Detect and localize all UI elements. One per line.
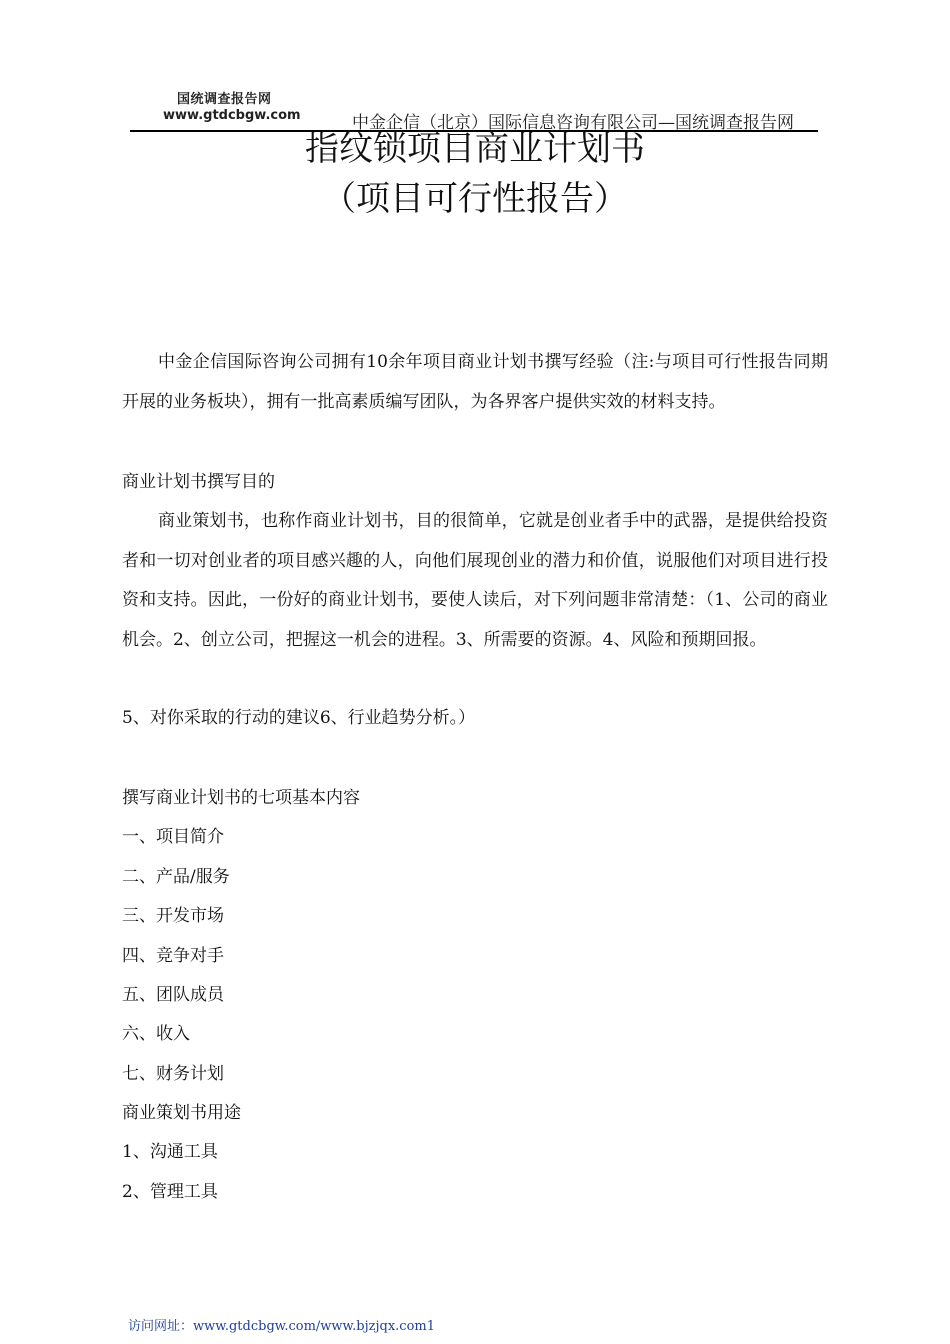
document-subtitle: （项目可行性报告） <box>322 179 628 219</box>
purpose-tail: 5、对你采取的行动的建议6、行业趋势分析。） <box>122 708 476 728</box>
logo-chinese-name: 国统调查报告网 <box>177 92 272 107</box>
document-title: 指纹锁项目商业计划书 <box>305 129 645 169</box>
list-item: 1、沟通工具 <box>122 1142 218 1162</box>
header-company-name: 中金企信（北京）国际信息咨询有限公司—国统调查报告网 <box>352 113 794 133</box>
purpose-heading: 商业计划书撰写目的 <box>122 472 275 492</box>
purpose-paragraph <box>122 502 828 660</box>
list-item: 二、产品/服务 <box>122 867 230 887</box>
list-item: 七、财务计划 <box>122 1064 224 1084</box>
site-logo <box>163 92 303 124</box>
logo-url: www.gtdcbgw.com <box>163 108 301 123</box>
list-item: 六、收入 <box>122 1024 190 1044</box>
list-item: 一、项目简介 <box>122 827 224 847</box>
intro-paragraph <box>122 343 828 422</box>
list-item: 三、开发市场 <box>122 906 224 926</box>
list-item: 2、管理工具 <box>122 1182 218 1202</box>
purpose-text: 商业策划书，也称作商业计划书，目的很简单，它就是创业者手中的武器，是提供给投资者和一切对创业者的项目感兴趣的人，向他们展现创业的潜力和价值，说服他们对项目进行投资和支持。因此，一份好的商业计划书，要使人读后，对下列问题非常清楚：（1、公司的商业机会。2、创立公司，把握这一机会的进程。3、所需要的资源。4、风险和预期回报。 <box>122 511 828 650</box>
contents-heading: 撰写商业计划书的七项基本内容 <box>122 788 360 808</box>
list-item: 五、团队成员 <box>122 985 224 1005</box>
intro-text: 中金企信国际咨询公司拥有10余年项目商业计划书撰写经验（注:与项目可行性报告同期开展的业务板块），拥有一批高素质编写团队，为各界客户提供实效的材料支持。 <box>122 352 828 412</box>
uses-heading: 商业策划书用途 <box>122 1103 241 1123</box>
list-item: 四、竞争对手 <box>122 946 224 966</box>
footer-url[interactable]: 访问网址：www.gtdcbgw.com/www.bjzjqx.com1 <box>128 1319 435 1334</box>
